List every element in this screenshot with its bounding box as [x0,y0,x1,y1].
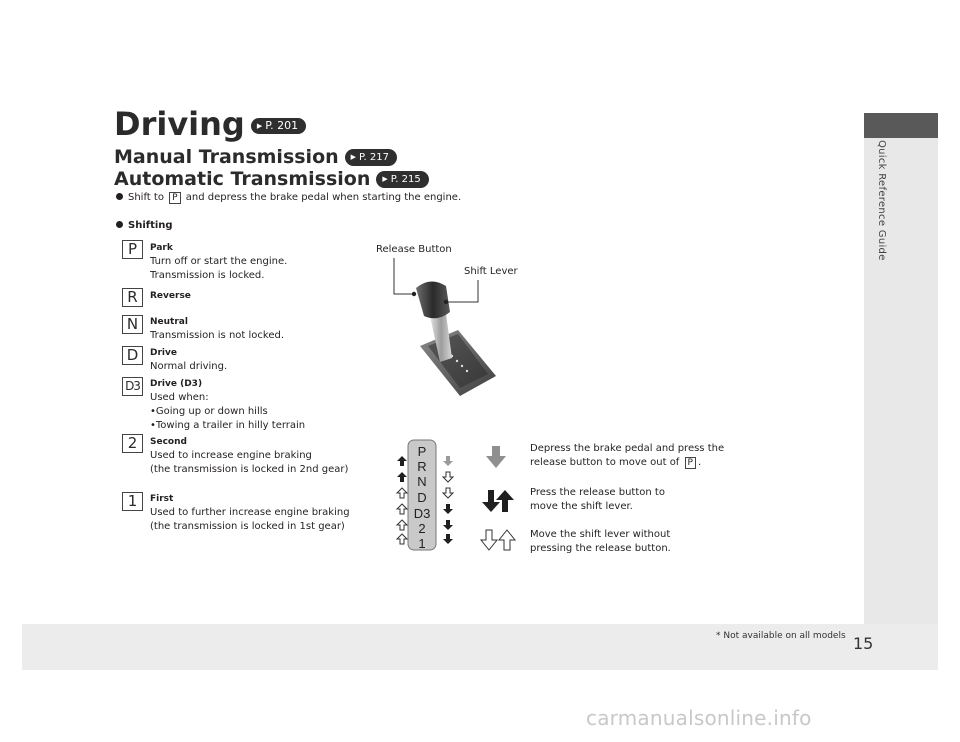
footnote: * Not available on all models [716,631,846,641]
shift-pattern-diagram [392,436,522,556]
page-ref-link[interactable]: ▶ P. 201 [251,118,306,134]
gear-description-park: Park Turn off or start the engine. Transmission is locked. [150,243,288,281]
legend-text-brake-release: Depress the brake pedal and press the release button to move out of P . [530,443,725,468]
up-arrows-left [397,456,407,544]
section-heading-automatic: Automatic Transmission▶ P. 215 [114,168,429,190]
gear-description-drive-d3: Drive (D3) Used when: •Going up or down hills •Towing a trailer in hilly terrain [150,379,306,431]
intro-bullet: Shift to P and depress the brake pedal when starting the engine. [116,192,461,204]
side-tab-marker [864,113,938,138]
gate-label-n: N [417,474,427,489]
gate-label-d3: D3 [413,506,431,521]
gear-key-p: P [685,457,696,469]
gate-label-1: 1 [418,536,426,551]
gate-label-r: R [417,459,427,474]
section-heading-manual: Manual Transmission▶ P. 217 [114,146,397,168]
gear-key-p: P [169,192,180,204]
down-arrows-right [443,456,453,544]
page-ref-link[interactable]: ▶ P. 217 [345,149,397,166]
legend-text-press-release: Press the release button to move the shift lever. [530,487,665,512]
bullet-icon [116,221,123,228]
gear-description-second: Second Used to increase engine braking (the transmission is locked in 2nd gear) [150,437,349,475]
release-button-callout: Release Button [376,244,452,255]
gear-symbol-2: 2 [122,434,143,453]
bullet-icon [116,193,123,200]
gate-label-d: D [417,490,427,505]
gear-symbol-p: P [122,240,143,259]
legend-arrows-outline [481,530,515,550]
legend-arrow-grey-down [486,446,506,468]
gear-description-reverse: Reverse [150,291,191,301]
gear-description-drive: Drive Normal driving. [150,348,228,372]
page-title: Driving▶ P. 201 [114,105,306,143]
gate-label-2: 2 [418,521,426,536]
gear-description-first: First Used to further increase engine braking (the transmission is locked in 1st gear) [150,494,350,532]
gear-symbol-1: 1 [122,492,143,511]
watermark: carmanualsonline.info [586,706,812,730]
gear-symbol-n: N [122,315,143,334]
gear-symbol-d3: D3 [122,377,143,396]
gear-description-neutral: Neutral Transmission is not locked. [150,317,285,341]
shift-lever-illustration [380,254,510,400]
gear-symbol-r: R [122,288,143,307]
side-section-label: Quick Reference Guide [876,140,887,261]
gear-symbol-d: D [122,346,143,365]
legend-text-no-release: Move the shift lever without pressing the release button. [530,529,671,554]
shifting-heading: Shifting [116,220,173,231]
gate-label-p: P [417,444,427,459]
page-ref-link[interactable]: ▶ P. 215 [376,171,428,188]
shift-lever-callout: Shift Lever [464,266,518,277]
page-number: 15 [853,634,874,653]
legend-arrows-solid [482,490,514,512]
